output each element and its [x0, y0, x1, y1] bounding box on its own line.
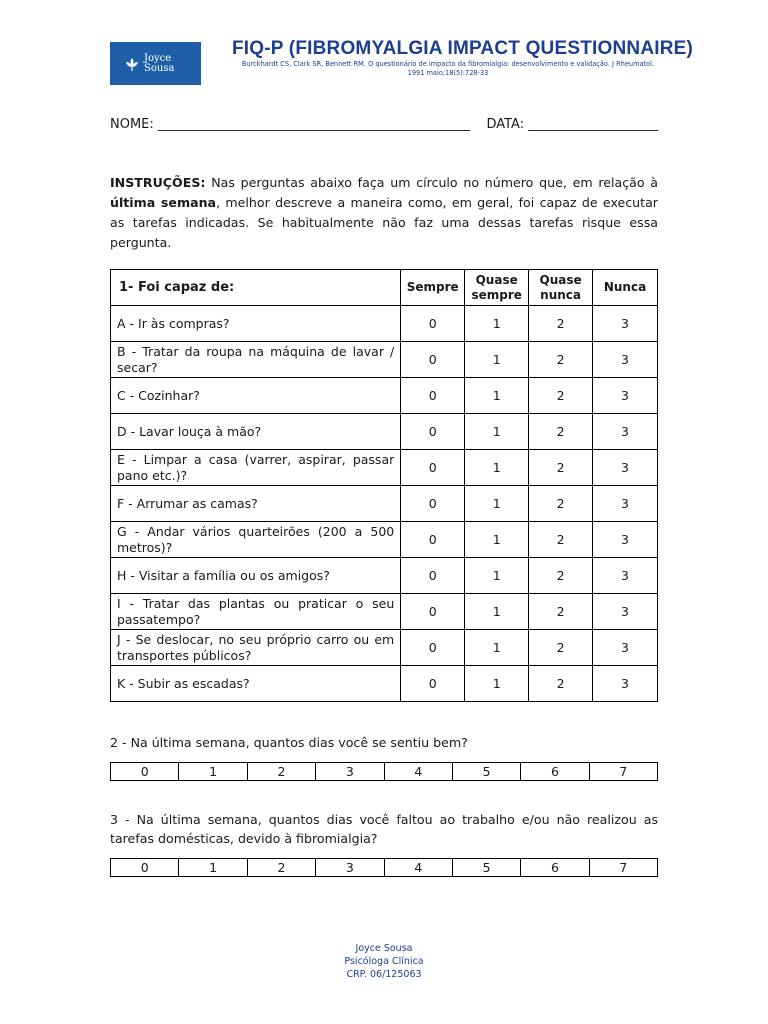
- score-option[interactable]: 2: [529, 558, 593, 594]
- score-option[interactable]: 0: [401, 306, 465, 342]
- citation: Burckhardt CS, Clark SR, Bennett RM. O questionário de impacto da fibromialgia: desenvolvimento e validação. J Rheumatol. 1991 maio;18(5):728-33: [241, 60, 655, 77]
- score-option[interactable]: 3: [593, 342, 658, 378]
- item-label: E - Limpar a casa (varrer, aspirar, passar pano etc.)?: [111, 450, 401, 486]
- day-option[interactable]: 1: [179, 763, 247, 781]
- score-option[interactable]: 3: [593, 522, 658, 558]
- footer: [0, 942, 768, 981]
- score-option[interactable]: 1: [465, 378, 529, 414]
- day-option[interactable]: 5: [452, 763, 520, 781]
- day-option[interactable]: 3: [316, 763, 384, 781]
- day-option[interactable]: 6: [521, 763, 589, 781]
- lotus-icon: [124, 56, 140, 72]
- form-fields: [110, 117, 658, 132]
- table-row: [111, 378, 658, 414]
- question-3-options: [110, 858, 658, 877]
- score-option[interactable]: 1: [465, 522, 529, 558]
- score-option[interactable]: 3: [593, 666, 658, 702]
- score-option[interactable]: 0: [401, 522, 465, 558]
- score-option[interactable]: 2: [529, 342, 593, 378]
- table-row: [111, 486, 658, 522]
- table-row: [111, 522, 658, 558]
- item-label: B - Tratar da roupa na máquina de lavar / secar?: [111, 342, 401, 378]
- item-label: F - Arrumar as camas?: [111, 486, 401, 522]
- score-option[interactable]: 3: [593, 306, 658, 342]
- table-header-row: [111, 270, 658, 306]
- table-row: [111, 594, 658, 630]
- day-option[interactable]: 5: [452, 859, 520, 877]
- instructions-emphasis: última semana: [110, 195, 217, 210]
- score-option[interactable]: 0: [401, 414, 465, 450]
- question-2-options: [110, 762, 658, 781]
- date-field[interactable]: DATA: ____________________: [486, 117, 659, 132]
- score-option[interactable]: 1: [465, 306, 529, 342]
- item-label: G - Andar vários quarteirões (200 a 500 metros)?: [111, 522, 401, 558]
- day-option[interactable]: 4: [384, 763, 452, 781]
- item-label: K - Subir as escadas?: [111, 666, 401, 702]
- table-row: [111, 630, 658, 666]
- column-header: Quase nunca: [529, 270, 593, 306]
- column-header: Nunca: [593, 270, 658, 306]
- item-label: C - Cozinhar?: [111, 378, 401, 414]
- question-2-text: 2 - Na última semana, quantos dias você se sentiu bem?: [110, 735, 468, 750]
- score-option[interactable]: 2: [529, 486, 593, 522]
- question-1-table: [110, 269, 658, 702]
- table-row: [111, 342, 658, 378]
- score-option[interactable]: 2: [529, 666, 593, 702]
- table-row: [111, 558, 658, 594]
- name-field[interactable]: NOME: ________________________________________________: [110, 117, 470, 132]
- day-option[interactable]: 0: [111, 859, 179, 877]
- item-label: J - Se deslocar, no seu próprio carro ou em transportes públicos?: [111, 630, 401, 666]
- table-row: [111, 666, 658, 702]
- instructions-label: INSTRUÇÕES:: [110, 175, 206, 190]
- score-option[interactable]: 1: [465, 594, 529, 630]
- item-label: I - Tratar das plantas ou praticar o seu passatempo?: [111, 594, 401, 630]
- table-row: [111, 414, 658, 450]
- score-option[interactable]: 0: [401, 486, 465, 522]
- score-option[interactable]: 0: [401, 378, 465, 414]
- score-option[interactable]: 2: [529, 522, 593, 558]
- score-option[interactable]: 1: [465, 558, 529, 594]
- score-option[interactable]: 0: [401, 630, 465, 666]
- score-option[interactable]: 2: [529, 594, 593, 630]
- score-option[interactable]: 2: [529, 414, 593, 450]
- score-option[interactable]: 3: [593, 558, 658, 594]
- item-label: D - Lavar louça à mão?: [111, 414, 401, 450]
- score-option[interactable]: 2: [529, 630, 593, 666]
- footer-crp: CRP. 06/125063: [346, 969, 422, 980]
- column-header: Quase sempre: [465, 270, 529, 306]
- instructions: [110, 173, 658, 253]
- score-option[interactable]: 0: [401, 594, 465, 630]
- table-row: [111, 859, 658, 877]
- score-option[interactable]: 1: [465, 486, 529, 522]
- question-3-text: 3 - Na última semana, quantos dias você faltou ao trabalho e/ou não realizou as tarefas domésticas, devido à fibromialgia?: [110, 812, 658, 846]
- score-option[interactable]: 2: [529, 378, 593, 414]
- footer-role: Psicóloga Clínica: [344, 956, 424, 967]
- score-option[interactable]: 0: [401, 450, 465, 486]
- brand-logo: [110, 42, 201, 85]
- score-option[interactable]: 3: [593, 414, 658, 450]
- score-option[interactable]: 0: [401, 666, 465, 702]
- day-option[interactable]: 3: [316, 859, 384, 877]
- question-1-header: 1- Foi capaz de:: [111, 270, 401, 306]
- table-row: [111, 763, 658, 781]
- day-option[interactable]: 2: [247, 763, 315, 781]
- table-row: [111, 306, 658, 342]
- score-option[interactable]: 1: [465, 630, 529, 666]
- score-option[interactable]: 0: [401, 558, 465, 594]
- score-option[interactable]: 3: [593, 378, 658, 414]
- item-label: A - Ir às compras?: [111, 306, 401, 342]
- day-option[interactable]: 1: [179, 859, 247, 877]
- score-option[interactable]: 2: [529, 450, 593, 486]
- score-option[interactable]: 3: [593, 486, 658, 522]
- score-option[interactable]: 3: [593, 450, 658, 486]
- score-option[interactable]: 1: [465, 666, 529, 702]
- day-option[interactable]: 2: [247, 859, 315, 877]
- logo-line-1: Joyce: [144, 52, 172, 64]
- day-option[interactable]: 4: [384, 859, 452, 877]
- logo-line-2: Sousa: [144, 62, 175, 74]
- column-header: Sempre: [401, 270, 465, 306]
- footer-name: Joyce Sousa: [355, 943, 413, 954]
- day-option[interactable]: 7: [589, 763, 657, 781]
- table-row: [111, 450, 658, 486]
- day-option[interactable]: 0: [111, 763, 179, 781]
- score-option[interactable]: 3: [593, 594, 658, 630]
- day-option[interactable]: 6: [521, 859, 589, 877]
- score-option[interactable]: 0: [401, 342, 465, 378]
- score-option[interactable]: 2: [529, 306, 593, 342]
- score-option[interactable]: 1: [465, 450, 529, 486]
- score-option[interactable]: 1: [465, 342, 529, 378]
- score-option[interactable]: 1: [465, 414, 529, 450]
- instructions-text-2: , melhor descreve a maneira como, em geral, foi capaz de executar as tarefas indicadas. Se habitualmente não faz uma dessas tarefas risque essa pergunta.: [110, 195, 658, 250]
- score-option[interactable]: 3: [593, 630, 658, 666]
- item-label: H - Visitar a família ou os amigos?: [111, 558, 401, 594]
- day-option[interactable]: 7: [589, 859, 657, 877]
- instructions-text-1: Nas perguntas abaixo faça um círculo no número que, em relação à: [205, 175, 658, 190]
- document-title: FIQ-P (FIBROMYALGIA IMPACT QUESTIONNAIRE): [232, 38, 694, 59]
